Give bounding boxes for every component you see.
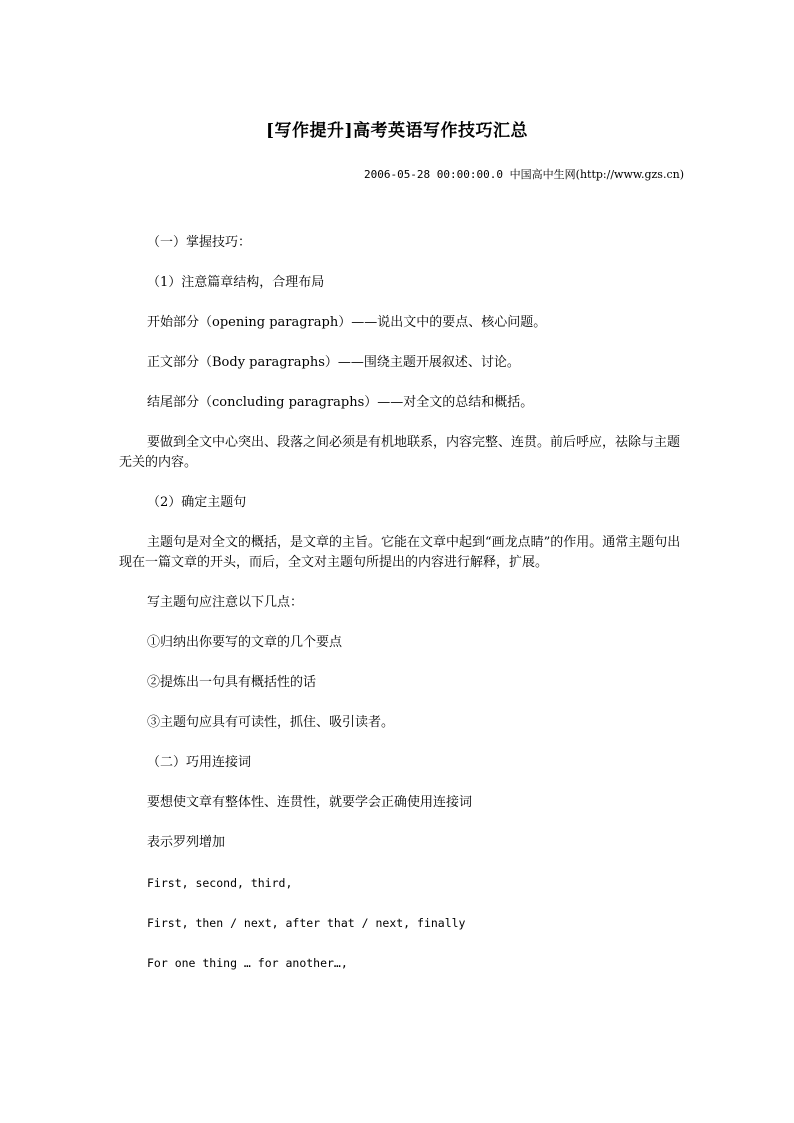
article-body xyxy=(119,233,685,973)
section-heading: （二）巧用连接词 xyxy=(147,755,252,770)
paragraph: 结尾部分（concluding paragraphs）——对全文的总结和概括。 xyxy=(147,395,534,410)
paragraph: 写主题句应注意以下几点： xyxy=(147,595,304,610)
subsection-heading: （2）确定主题句 xyxy=(147,495,247,510)
paragraph: 主题句是对全文的概括，是文章的主旨。它能在文章中起到“画龙点睛”的作用。通常主题句出现在一篇文章的开头，而后，全文对主题句所提出的内容进行解释，扩展。 xyxy=(119,535,681,570)
paragraph: 开始部分（opening paragraph）——说出文中的要点、核心问题。 xyxy=(147,315,547,330)
paragraph: 要想使文章有整体性、连贯性，就要学会正确使用连接词 xyxy=(147,795,473,810)
list-item: ①归纳出你要写的文章的几个要点 xyxy=(147,635,343,650)
example-line: For one thing … for another…, xyxy=(147,956,348,970)
list-item: ②提炼出一句具有概括性的话 xyxy=(147,675,317,690)
example-line: First, then / next, after that / next, finally xyxy=(147,916,466,930)
source-site: 中国高中生网(http://www.gzs.cn) xyxy=(509,168,684,181)
list-item: ③主题句应具有可读性，抓住、吸引读者。 xyxy=(147,715,395,730)
document-meta xyxy=(364,166,684,182)
subsection-heading: （1）注意篇章结构，合理布局 xyxy=(147,275,325,290)
example-line: First, second, third, xyxy=(147,876,293,890)
publish-date: 2006-05-28 00:00:00.0 xyxy=(363,168,504,181)
document-title: [写作提升]高考英语写作技巧汇总 xyxy=(265,121,529,141)
paragraph: 正文部分（Body paragraphs）——围绕主题开展叙述、讨论。 xyxy=(147,355,520,370)
paragraph: 表示罗列增加 xyxy=(147,835,226,850)
section-heading: （一）掌握技巧： xyxy=(147,235,252,250)
paragraph: 要做到全文中心突出、段落之间必须是有机地联系，内容完整、连贯。前后呼应，祛除与主题无关的内容。 xyxy=(119,435,681,470)
